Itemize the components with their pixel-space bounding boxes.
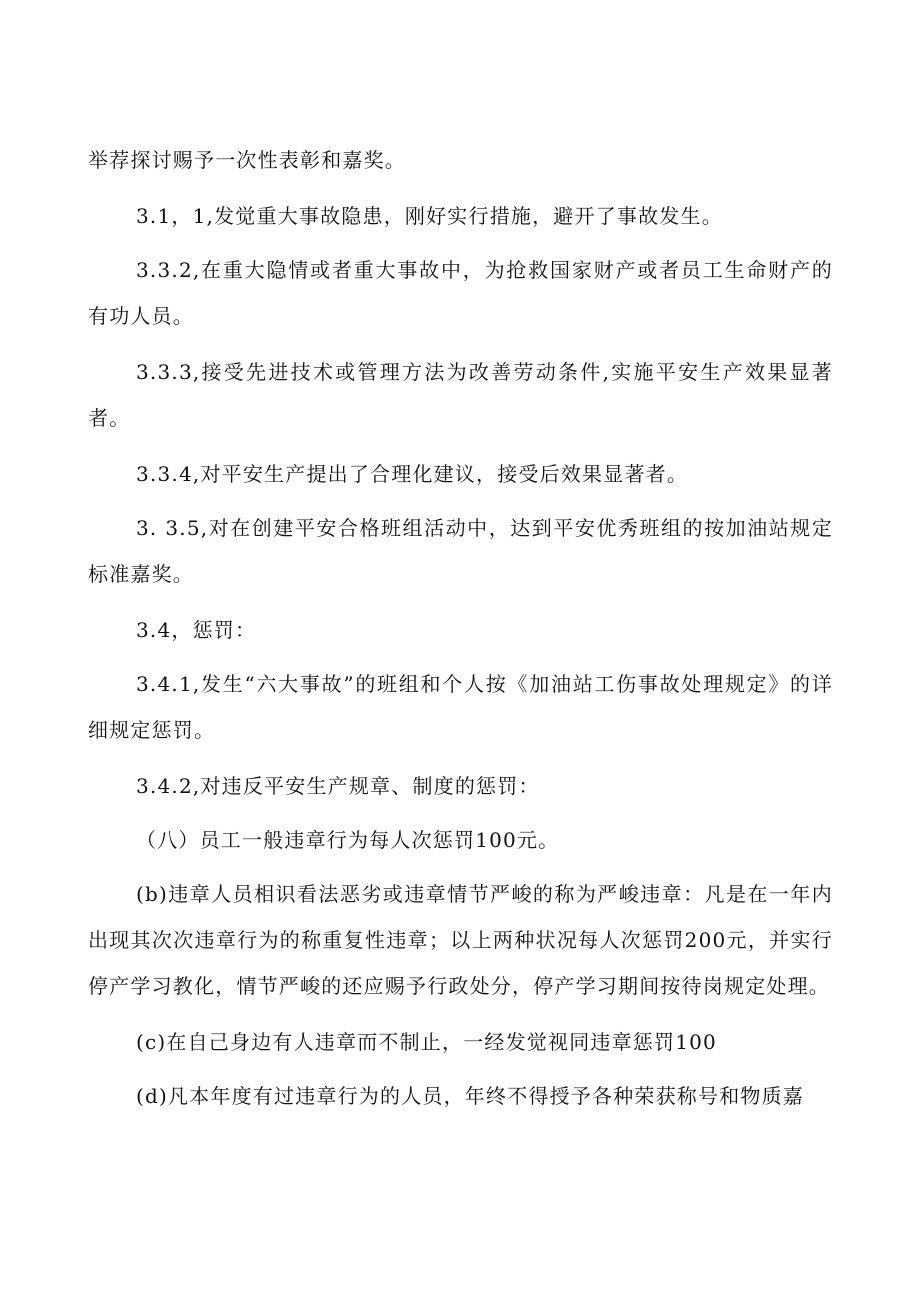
document-body bbox=[88, 137, 833, 1127]
paragraph-3-4-1: 3.4.1,发生“六大事故”的班组和个人按《加油站工伤事故处理规定》的详细规定惩罚。 bbox=[88, 672, 833, 742]
paragraph-item-a: （八）员工一般违章行为每人次惩罚100元。 bbox=[136, 828, 560, 852]
paragraph-commendation-end: 举荐探讨赐予一次性表彰和嘉奖。 bbox=[88, 148, 406, 172]
paragraph-item-b: (b)违章人员相识看法恶劣或违章情节严峻的称为严峻违章：凡是在一年内出现其次次违章行为的称重复性违章；以上两种状况每人次惩罚200元，并实行停产学习教化，情节严峻的还应赐予行政处分，停产学习期间按待岗规定处理。 bbox=[88, 882, 833, 998]
paragraph-item-c: (c)在自己身边有人违章而不制止，一经发觉视同违章惩罚100 bbox=[136, 1030, 717, 1054]
paragraph-3-3-4: 3.3.4,对平安生产提出了合理化建议，接受后效果显著者。 bbox=[136, 462, 689, 486]
paragraph-item-d: (d)凡本年度有过违章行为的人员，年终不得授予各种荣获称号和物质嘉 bbox=[136, 1084, 805, 1108]
paragraph-3-4-heading: 3.4，惩罚： bbox=[136, 618, 257, 642]
paragraph-3-3-5: 3. 3.5,对在创建平安合格班组活动中，达到平安优秀班组的按加油站规定标准嘉奖。 bbox=[88, 516, 833, 586]
paragraph-3-3-3: 3.3.3,接受先进技术或管理方法为改善劳动条件,实施平安生产效果显著者。 bbox=[88, 360, 833, 430]
paragraph-3-1-1: 3.1，1,发觉重大事故隐患，刚好实行措施，避开了事故发生。 bbox=[136, 204, 723, 228]
paragraph-3-4-2: 3.4.2,对违反平安生产规章、制度的惩罚： bbox=[136, 774, 540, 798]
paragraph-3-3-2: 3.3.2,在重大隐情或者重大事故中，为抢救国家财产或者员工生命财产的有功人员。 bbox=[88, 258, 833, 328]
